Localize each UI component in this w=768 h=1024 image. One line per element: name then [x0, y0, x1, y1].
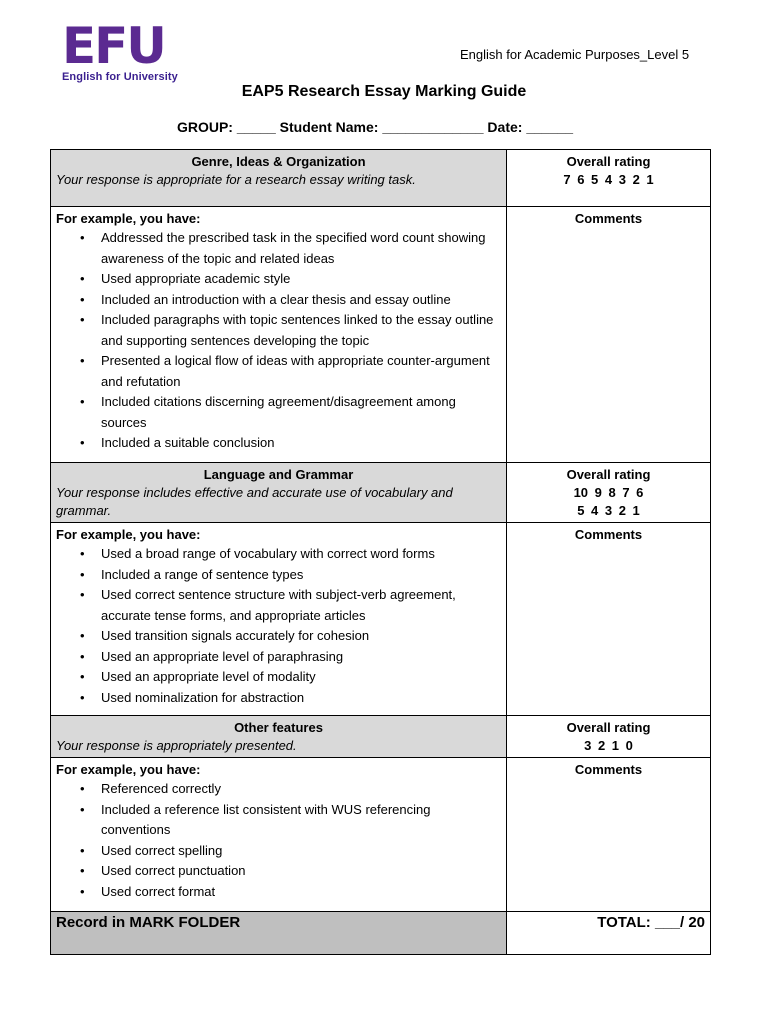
section-description: Your response includes effective and accurate use of vocabulary and grammar. — [56, 485, 453, 518]
criteria-item: • Addressed the prescribed task in the specified word count showing awareness of the topic and related ideas — [101, 228, 501, 269]
criteria-list — [56, 228, 501, 454]
page-title: EAP5 Research Essay Marking Guide — [241, 83, 527, 100]
overall-rating-cell — [507, 150, 711, 207]
criteria-item: • Used an appropriate level of modality — [101, 667, 501, 688]
comments-label: Comments — [574, 762, 643, 777]
section-title: Genre, Ideas & Organization — [191, 154, 366, 169]
comments-cell[interactable] — [507, 523, 711, 716]
criteria-item: • Used appropriate academic style — [101, 269, 501, 290]
record-in-mark-folder: Record in MARK FOLDER — [51, 912, 507, 955]
total-score[interactable]: TOTAL: ___/ 20 — [507, 912, 711, 955]
criteria-item: • Included a reference list consistent with WUS referencing conventions — [101, 800, 501, 841]
footer-row — [51, 912, 711, 955]
criteria-item: • Used correct format — [101, 882, 501, 903]
marking-guide-table — [50, 149, 711, 955]
overall-rating-cell — [507, 463, 711, 523]
criteria-item: • Used transition signals accurately for cohesion — [101, 626, 501, 647]
criteria-item: • Used an appropriate level of paraphrasing — [101, 647, 501, 668]
example-heading: For example, you have: — [56, 211, 201, 226]
criteria-item: • Referenced correctly — [101, 779, 501, 800]
logo-wordmark: EFU — [62, 17, 165, 75]
section-description: Your response is appropriately presented. — [56, 738, 297, 753]
criteria-item: • Used a broad range of vocabulary with correct word forms — [101, 544, 501, 565]
criteria-item: • Used correct punctuation — [101, 861, 501, 882]
criteria-cell — [51, 207, 507, 463]
criteria-list — [56, 779, 501, 902]
section-header-row — [51, 716, 711, 758]
criteria-item: • Included citations discerning agreement/disagreement among sources — [101, 392, 501, 433]
section-body-row — [51, 758, 711, 912]
section-title: Language and Grammar — [203, 467, 354, 482]
criteria-item: • Used correct spelling — [101, 841, 501, 862]
criteria-item: • Included a range of sentence types — [101, 565, 501, 586]
section-title: Other features — [234, 720, 323, 735]
section-body-row — [51, 523, 711, 716]
overall-rating-label: Overall rating — [566, 720, 651, 735]
rating-scale: 7 6 5 4 3 2 1 — [563, 172, 654, 187]
student-info-line: GROUP: _____ Student Name: _____________ Date: ______ — [176, 119, 574, 135]
criteria-cell — [51, 523, 507, 716]
section-header — [51, 716, 507, 758]
criteria-item: • Included a suitable conclusion — [101, 433, 501, 454]
criteria-list — [56, 544, 501, 708]
section-body-row — [51, 207, 711, 463]
comments-label: Comments — [574, 211, 643, 226]
comments-cell[interactable] — [507, 207, 711, 463]
comments-label: Comments — [574, 527, 643, 542]
rating-scale-line-2: 5 4 3 2 1 — [577, 503, 640, 518]
criteria-item: • Included paragraphs with topic sentences linked to the essay outline and supporting sentences developing the topic — [101, 310, 501, 351]
section-header-row — [51, 463, 711, 523]
section-header — [51, 150, 507, 207]
efu-logo — [62, 17, 197, 84]
criteria-cell — [51, 758, 507, 912]
criteria-item: • Included an introduction with a clear thesis and essay outline — [101, 290, 501, 311]
criteria-item: • Used nominalization for abstraction — [101, 688, 501, 709]
overall-rating-label: Overall rating — [566, 467, 651, 482]
example-heading: For example, you have: — [56, 527, 201, 542]
section-header — [51, 463, 507, 523]
criteria-item: • Used correct sentence structure with subject-verb agreement, accurate tense forms, and appropriate articles — [101, 585, 501, 626]
section-description: Your response is appropriate for a research essay writing task. — [56, 172, 416, 187]
rating-scale: 10 9 8 7 6 — [573, 485, 644, 500]
criteria-item: • Presented a logical flow of ideas with appropriate counter-argument and refutation — [101, 351, 501, 392]
logo-tagline: English for University — [62, 71, 178, 83]
course-name: English for Academic Purposes_Level 5 — [460, 47, 690, 62]
overall-rating-label: Overall rating — [566, 154, 651, 169]
comments-cell[interactable] — [507, 758, 711, 912]
rating-scale: 3 2 1 0 — [584, 738, 633, 753]
example-heading: For example, you have: — [56, 762, 201, 777]
section-header-row — [51, 150, 711, 207]
overall-rating-cell — [507, 716, 711, 758]
